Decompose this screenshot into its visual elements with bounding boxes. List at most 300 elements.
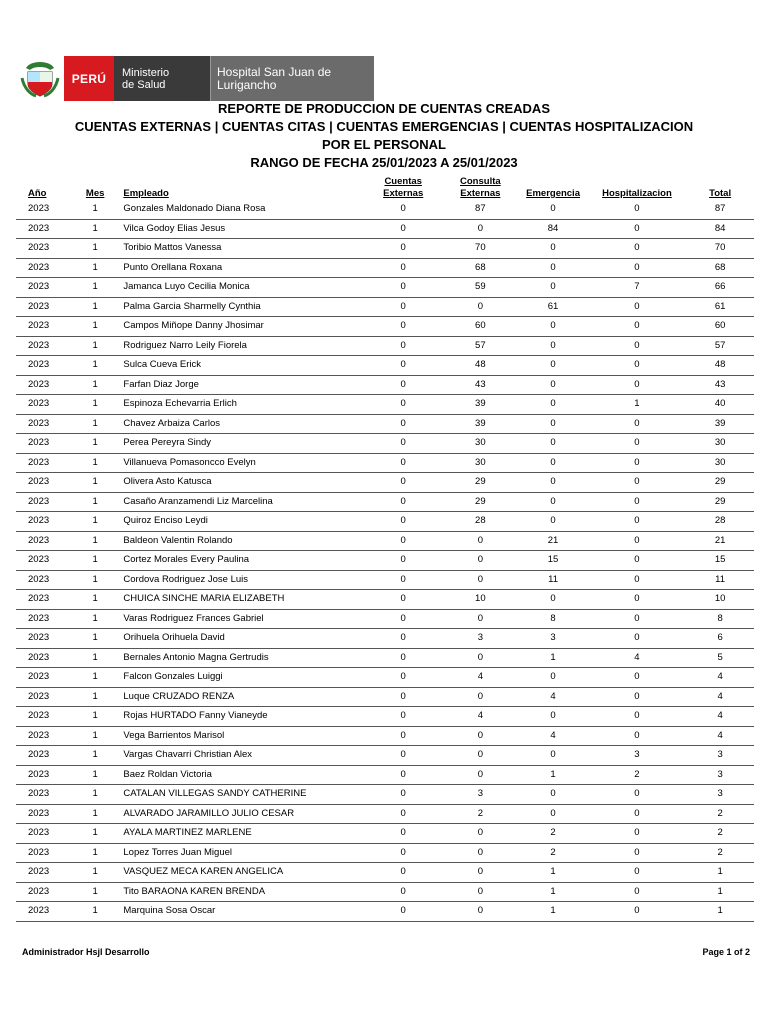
table-row xyxy=(16,414,754,434)
table-row xyxy=(16,765,754,785)
cuentas-line-1: Cuentas xyxy=(384,176,422,187)
cell-emergencia: 0 xyxy=(518,258,587,278)
table-row xyxy=(16,531,754,551)
cell-consulta-externas: 87 xyxy=(442,200,518,219)
cell-empleado: Jamanca Luyo Cecilia Monica xyxy=(119,278,364,298)
cell-mes: 1 xyxy=(71,590,119,610)
cell-cuentas-externas: 0 xyxy=(364,278,442,298)
cell-mes: 1 xyxy=(71,219,119,239)
cell-hospitalizacion: 0 xyxy=(588,629,687,649)
hospital-line-2: Lurigancho xyxy=(217,77,277,92)
cell-total: 43 xyxy=(686,375,754,395)
cell-total: 6 xyxy=(686,629,754,649)
cell-emergencia: 4 xyxy=(518,687,587,707)
cell-anio: 2023 xyxy=(16,902,71,922)
cell-cuentas-externas: 0 xyxy=(364,668,442,688)
cell-hospitalizacion: 1 xyxy=(588,395,687,415)
cell-consulta-externas: 0 xyxy=(442,746,518,766)
cell-consulta-externas: 30 xyxy=(442,434,518,454)
column-header-emergencia: Emergencia xyxy=(526,188,580,199)
table-row xyxy=(16,687,754,707)
cell-hospitalizacion: 0 xyxy=(588,687,687,707)
cell-cuentas-externas: 0 xyxy=(364,863,442,883)
cell-anio: 2023 xyxy=(16,453,71,473)
cell-hospitalizacion: 0 xyxy=(588,902,687,922)
cell-hospitalizacion: 0 xyxy=(588,590,687,610)
cell-cuentas-externas: 0 xyxy=(364,375,442,395)
cell-emergencia: 1 xyxy=(518,765,587,785)
cell-emergencia: 3 xyxy=(518,629,587,649)
cell-emergencia: 0 xyxy=(518,590,587,610)
cell-mes: 1 xyxy=(71,453,119,473)
cell-hospitalizacion: 0 xyxy=(588,336,687,356)
cell-empleado: Luque CRUZADO RENZA xyxy=(119,687,364,707)
cell-mes: 1 xyxy=(71,297,119,317)
cell-mes: 1 xyxy=(71,434,119,454)
cell-empleado: Falcon Gonzales Luiggi xyxy=(119,668,364,688)
cell-mes: 1 xyxy=(71,882,119,902)
cell-consulta-externas: 29 xyxy=(442,492,518,512)
cell-anio: 2023 xyxy=(16,395,71,415)
cell-empleado: CHUICA SINCHE MARIA ELIZABETH xyxy=(119,590,364,610)
cell-consulta-externas: 39 xyxy=(442,395,518,415)
cell-anio: 2023 xyxy=(16,551,71,571)
table-row xyxy=(16,746,754,766)
cell-cuentas-externas: 0 xyxy=(364,570,442,590)
table-row xyxy=(16,512,754,532)
cell-cuentas-externas: 0 xyxy=(364,707,442,727)
cell-empleado: Cortez Morales Every Paulina xyxy=(119,551,364,571)
table-row xyxy=(16,219,754,239)
cell-hospitalizacion: 0 xyxy=(588,551,687,571)
cell-total: 1 xyxy=(686,882,754,902)
cell-total: 11 xyxy=(686,570,754,590)
cell-consulta-externas: 70 xyxy=(442,239,518,259)
column-header-anio: Año xyxy=(28,188,47,199)
cell-hospitalizacion: 0 xyxy=(588,785,687,805)
cell-empleado: Vega Barrientos Marisol xyxy=(119,726,364,746)
cell-hospitalizacion: 0 xyxy=(588,375,687,395)
cell-consulta-externas: 2 xyxy=(442,804,518,824)
cell-mes: 1 xyxy=(71,609,119,629)
cell-total: 4 xyxy=(686,687,754,707)
cell-mes: 1 xyxy=(71,863,119,883)
cell-hospitalizacion: 0 xyxy=(588,843,687,863)
cell-anio: 2023 xyxy=(16,648,71,668)
cell-consulta-externas: 4 xyxy=(442,707,518,727)
cell-emergencia: 0 xyxy=(518,492,587,512)
footer-user: Administrador Hsjl Desarrollo xyxy=(22,947,150,957)
cell-emergencia: 0 xyxy=(518,239,587,259)
cell-anio: 2023 xyxy=(16,200,71,219)
cell-consulta-externas: 0 xyxy=(442,219,518,239)
cell-cuentas-externas: 0 xyxy=(364,356,442,376)
column-header-total: Total xyxy=(709,188,732,199)
cell-mes: 1 xyxy=(71,414,119,434)
cell-hospitalizacion: 4 xyxy=(588,648,687,668)
ministerio-label xyxy=(114,56,210,101)
table-row xyxy=(16,551,754,571)
ministerio-line-2: de Salud xyxy=(122,78,166,91)
cell-empleado: CATALAN VILLEGAS SANDY CATHERINE xyxy=(119,785,364,805)
cell-mes: 1 xyxy=(71,551,119,571)
cell-empleado: Olivera Asto Katusca xyxy=(119,473,364,493)
cell-anio: 2023 xyxy=(16,863,71,883)
cell-anio: 2023 xyxy=(16,531,71,551)
cell-emergencia: 15 xyxy=(518,551,587,571)
table-row xyxy=(16,297,754,317)
cell-consulta-externas: 0 xyxy=(442,609,518,629)
cell-emergencia: 0 xyxy=(518,200,587,219)
cell-consulta-externas: 0 xyxy=(442,902,518,922)
cell-total: 84 xyxy=(686,219,754,239)
cell-consulta-externas: 48 xyxy=(442,356,518,376)
column-header-mes: Mes xyxy=(85,188,105,199)
cell-emergencia: 4 xyxy=(518,726,587,746)
cell-cuentas-externas: 0 xyxy=(364,473,442,493)
cell-cuentas-externas: 0 xyxy=(364,531,442,551)
cell-total: 8 xyxy=(686,609,754,629)
cell-cuentas-externas: 0 xyxy=(364,395,442,415)
cell-consulta-externas: 3 xyxy=(442,629,518,649)
table-row xyxy=(16,843,754,863)
cell-hospitalizacion: 0 xyxy=(588,492,687,512)
cell-empleado: Rodriguez Narro Leily Fiorela xyxy=(119,336,364,356)
cell-cuentas-externas: 0 xyxy=(364,219,442,239)
cell-empleado: Chavez Arbaiza Carlos xyxy=(119,414,364,434)
institution-header xyxy=(16,56,376,101)
cell-total: 66 xyxy=(686,278,754,298)
cell-anio: 2023 xyxy=(16,414,71,434)
cell-empleado: Baez Roldan Victoria xyxy=(119,765,364,785)
cell-cuentas-externas: 0 xyxy=(364,726,442,746)
cell-emergencia: 1 xyxy=(518,648,587,668)
cell-cuentas-externas: 0 xyxy=(364,629,442,649)
cell-hospitalizacion: 0 xyxy=(588,609,687,629)
report-date-range: RANGO DE FECHA 25/01/2023 A 25/01/2023 xyxy=(250,155,518,170)
cell-mes: 1 xyxy=(71,804,119,824)
cell-anio: 2023 xyxy=(16,512,71,532)
cell-empleado: Cordova Rodriguez Jose Luis xyxy=(119,570,364,590)
table-row xyxy=(16,648,754,668)
cell-cuentas-externas: 0 xyxy=(364,648,442,668)
cell-hospitalizacion: 0 xyxy=(588,219,687,239)
cell-consulta-externas: 4 xyxy=(442,668,518,688)
cell-cuentas-externas: 0 xyxy=(364,414,442,434)
table-row xyxy=(16,824,754,844)
cell-consulta-externas: 0 xyxy=(442,687,518,707)
cell-total: 3 xyxy=(686,746,754,766)
cell-empleado: Rojas HURTADO Fanny Vianeyde xyxy=(119,707,364,727)
cell-empleado: Villanueva Pomasoncco Evelyn xyxy=(119,453,364,473)
cell-mes: 1 xyxy=(71,395,119,415)
cell-mes: 1 xyxy=(71,726,119,746)
table-row xyxy=(16,200,754,219)
cell-cuentas-externas: 0 xyxy=(364,687,442,707)
cell-cuentas-externas: 0 xyxy=(364,239,442,259)
cell-emergencia: 11 xyxy=(518,570,587,590)
cell-mes: 1 xyxy=(71,785,119,805)
cell-total: 2 xyxy=(686,824,754,844)
cell-cuentas-externas: 0 xyxy=(364,200,442,219)
column-header-cuentas-externas xyxy=(364,174,442,200)
cell-empleado: Baldeon Valentin Rolando xyxy=(119,531,364,551)
cell-anio: 2023 xyxy=(16,219,71,239)
cell-emergencia: 0 xyxy=(518,473,587,493)
cell-empleado: Sulca Cueva Erick xyxy=(119,356,364,376)
cell-hospitalizacion: 0 xyxy=(588,258,687,278)
cell-total: 30 xyxy=(686,453,754,473)
cell-mes: 1 xyxy=(71,239,119,259)
column-header-consulta-externas xyxy=(442,174,518,200)
cell-cuentas-externas: 0 xyxy=(364,882,442,902)
cell-consulta-externas: 39 xyxy=(442,414,518,434)
cell-emergencia: 84 xyxy=(518,219,587,239)
cell-emergencia: 0 xyxy=(518,375,587,395)
cell-total: 40 xyxy=(686,395,754,415)
cell-mes: 1 xyxy=(71,200,119,219)
cell-cuentas-externas: 0 xyxy=(364,512,442,532)
cell-total: 4 xyxy=(686,707,754,727)
cell-hospitalizacion: 0 xyxy=(588,804,687,824)
cell-empleado: Palma Garcia Sharmelly Cynthia xyxy=(119,297,364,317)
cell-mes: 1 xyxy=(71,765,119,785)
peru-label: PERÚ xyxy=(64,56,114,101)
footer-page-number: Page 1 of 2 xyxy=(702,947,750,957)
cell-anio: 2023 xyxy=(16,804,71,824)
cell-anio: 2023 xyxy=(16,843,71,863)
cell-hospitalizacion: 0 xyxy=(588,531,687,551)
cell-consulta-externas: 0 xyxy=(442,765,518,785)
cell-anio: 2023 xyxy=(16,492,71,512)
cell-emergencia: 0 xyxy=(518,278,587,298)
cell-mes: 1 xyxy=(71,531,119,551)
cell-hospitalizacion: 0 xyxy=(588,356,687,376)
cell-empleado: AYALA MARTINEZ MARLENE xyxy=(119,824,364,844)
cell-anio: 2023 xyxy=(16,356,71,376)
cell-cuentas-externas: 0 xyxy=(364,590,442,610)
table-row xyxy=(16,609,754,629)
cell-consulta-externas: 0 xyxy=(442,882,518,902)
cell-mes: 1 xyxy=(71,707,119,727)
cell-hospitalizacion: 7 xyxy=(588,278,687,298)
cell-mes: 1 xyxy=(71,668,119,688)
cell-anio: 2023 xyxy=(16,746,71,766)
cell-emergencia: 21 xyxy=(518,531,587,551)
cell-empleado: Punto Orellana Roxana xyxy=(119,258,364,278)
cell-mes: 1 xyxy=(71,278,119,298)
cell-empleado: Bernales Antonio Magna Gertrudis xyxy=(119,648,364,668)
cell-emergencia: 0 xyxy=(518,785,587,805)
cell-mes: 1 xyxy=(71,258,119,278)
cell-hospitalizacion: 0 xyxy=(588,824,687,844)
cell-total: 3 xyxy=(686,785,754,805)
cell-consulta-externas: 0 xyxy=(442,570,518,590)
cell-cuentas-externas: 0 xyxy=(364,297,442,317)
cell-total: 87 xyxy=(686,200,754,219)
cell-anio: 2023 xyxy=(16,609,71,629)
cell-cuentas-externas: 0 xyxy=(364,492,442,512)
cell-anio: 2023 xyxy=(16,317,71,337)
national-crest-icon xyxy=(16,56,64,101)
cell-cuentas-externas: 0 xyxy=(364,551,442,571)
cell-total: 29 xyxy=(686,473,754,493)
cell-empleado: VASQUEZ MECA KAREN ANGELICA xyxy=(119,863,364,883)
cell-hospitalizacion: 0 xyxy=(588,512,687,532)
cell-hospitalizacion: 0 xyxy=(588,200,687,219)
table-row xyxy=(16,473,754,493)
cell-total: 2 xyxy=(686,804,754,824)
cell-hospitalizacion: 0 xyxy=(588,570,687,590)
cell-total: 3 xyxy=(686,765,754,785)
cell-consulta-externas: 68 xyxy=(442,258,518,278)
table-row xyxy=(16,804,754,824)
cell-anio: 2023 xyxy=(16,590,71,610)
cell-total: 68 xyxy=(686,258,754,278)
cell-consulta-externas: 0 xyxy=(442,863,518,883)
cell-consulta-externas: 28 xyxy=(442,512,518,532)
cell-total: 4 xyxy=(686,668,754,688)
cell-total: 10 xyxy=(686,590,754,610)
cell-consulta-externas: 30 xyxy=(442,453,518,473)
cell-consulta-externas: 0 xyxy=(442,843,518,863)
cell-anio: 2023 xyxy=(16,707,71,727)
table-row xyxy=(16,434,754,454)
hospital-label xyxy=(210,56,374,101)
cell-consulta-externas: 10 xyxy=(442,590,518,610)
cell-emergencia: 0 xyxy=(518,356,587,376)
cell-anio: 2023 xyxy=(16,668,71,688)
column-header-hospitalizacion: Hospitalizacion xyxy=(602,188,672,199)
cell-total: 15 xyxy=(686,551,754,571)
cell-total: 57 xyxy=(686,336,754,356)
cell-anio: 2023 xyxy=(16,239,71,259)
table-row xyxy=(16,239,754,259)
cell-mes: 1 xyxy=(71,336,119,356)
cell-anio: 2023 xyxy=(16,297,71,317)
cell-mes: 1 xyxy=(71,629,119,649)
table-row xyxy=(16,278,754,298)
cell-total: 48 xyxy=(686,356,754,376)
cell-cuentas-externas: 0 xyxy=(364,258,442,278)
cell-mes: 1 xyxy=(71,843,119,863)
table-row xyxy=(16,902,754,922)
cell-empleado: Casaño Aranzamendi Liz Marcelina xyxy=(119,492,364,512)
cell-emergencia: 1 xyxy=(518,863,587,883)
cell-consulta-externas: 0 xyxy=(442,531,518,551)
cell-emergencia: 61 xyxy=(518,297,587,317)
cell-anio: 2023 xyxy=(16,726,71,746)
table-header-row xyxy=(16,174,754,200)
cell-hospitalizacion: 0 xyxy=(588,473,687,493)
cell-total: 5 xyxy=(686,648,754,668)
cell-hospitalizacion: 2 xyxy=(588,765,687,785)
cell-empleado: Campos Miñope Danny Jhosimar xyxy=(119,317,364,337)
cell-hospitalizacion: 0 xyxy=(588,414,687,434)
cell-empleado: Toribio Mattos Vanessa xyxy=(119,239,364,259)
cell-cuentas-externas: 0 xyxy=(364,843,442,863)
cell-consulta-externas: 0 xyxy=(442,824,518,844)
cell-total: 4 xyxy=(686,726,754,746)
cell-hospitalizacion: 0 xyxy=(588,668,687,688)
cell-empleado: Orihuela Orihuela David xyxy=(119,629,364,649)
production-table xyxy=(16,174,754,922)
cell-empleado: ALVARADO JARAMILLO JULIO CESAR xyxy=(119,804,364,824)
table-row xyxy=(16,707,754,727)
cell-hospitalizacion: 0 xyxy=(588,882,687,902)
cell-anio: 2023 xyxy=(16,765,71,785)
cell-cuentas-externas: 0 xyxy=(364,317,442,337)
table-row xyxy=(16,629,754,649)
cell-cuentas-externas: 0 xyxy=(364,453,442,473)
hospital-line-1: Hospital San Juan de xyxy=(217,64,332,79)
cell-anio: 2023 xyxy=(16,278,71,298)
table-row xyxy=(16,570,754,590)
cell-empleado: Gonzales Maldonado Diana Rosa xyxy=(119,200,364,219)
table-row xyxy=(16,726,754,746)
cell-empleado: Vilca Godoy Elias Jesus xyxy=(119,219,364,239)
cell-emergencia: 0 xyxy=(518,414,587,434)
report-subtitle-personal: POR EL PERSONAL xyxy=(321,137,446,152)
cell-hospitalizacion: 0 xyxy=(588,453,687,473)
cell-mes: 1 xyxy=(71,648,119,668)
cell-total: 1 xyxy=(686,863,754,883)
cell-cuentas-externas: 0 xyxy=(364,765,442,785)
table-body xyxy=(16,200,754,921)
table-row xyxy=(16,882,754,902)
cell-emergencia: 1 xyxy=(518,902,587,922)
cell-mes: 1 xyxy=(71,492,119,512)
cell-anio: 2023 xyxy=(16,336,71,356)
cell-mes: 1 xyxy=(71,746,119,766)
cell-empleado: Varas Rodriguez Frances Gabriel xyxy=(119,609,364,629)
cell-total: 29 xyxy=(686,492,754,512)
cell-mes: 1 xyxy=(71,902,119,922)
cell-hospitalizacion: 0 xyxy=(588,863,687,883)
cell-emergencia: 0 xyxy=(518,707,587,727)
cell-consulta-externas: 60 xyxy=(442,317,518,337)
cell-consulta-externas: 0 xyxy=(442,551,518,571)
column-header-empleado: Empleado xyxy=(123,188,169,199)
cell-consulta-externas: 29 xyxy=(442,473,518,493)
table-row xyxy=(16,453,754,473)
table-row xyxy=(16,317,754,337)
cell-mes: 1 xyxy=(71,824,119,844)
cell-total: 2 xyxy=(686,843,754,863)
table-row xyxy=(16,375,754,395)
cell-mes: 1 xyxy=(71,687,119,707)
cell-mes: 1 xyxy=(71,473,119,493)
cell-emergencia: 0 xyxy=(518,434,587,454)
cell-emergencia: 0 xyxy=(518,395,587,415)
cell-cuentas-externas: 0 xyxy=(364,609,442,629)
cell-mes: 1 xyxy=(71,375,119,395)
cell-empleado: Perea Pereyra Sindy xyxy=(119,434,364,454)
cell-anio: 2023 xyxy=(16,473,71,493)
cell-emergencia: 0 xyxy=(518,336,587,356)
report-title: REPORTE DE PRODUCCION DE CUENTAS CREADAS xyxy=(217,101,550,116)
cell-consulta-externas: 3 xyxy=(442,785,518,805)
cell-cuentas-externas: 0 xyxy=(364,336,442,356)
cell-anio: 2023 xyxy=(16,882,71,902)
cell-cuentas-externas: 0 xyxy=(364,804,442,824)
cell-total: 61 xyxy=(686,297,754,317)
cell-consulta-externas: 57 xyxy=(442,336,518,356)
cell-total: 30 xyxy=(686,434,754,454)
cell-anio: 2023 xyxy=(16,785,71,805)
consulta-line-2: Externas xyxy=(460,188,501,199)
cuentas-line-2: Externas xyxy=(383,188,424,199)
